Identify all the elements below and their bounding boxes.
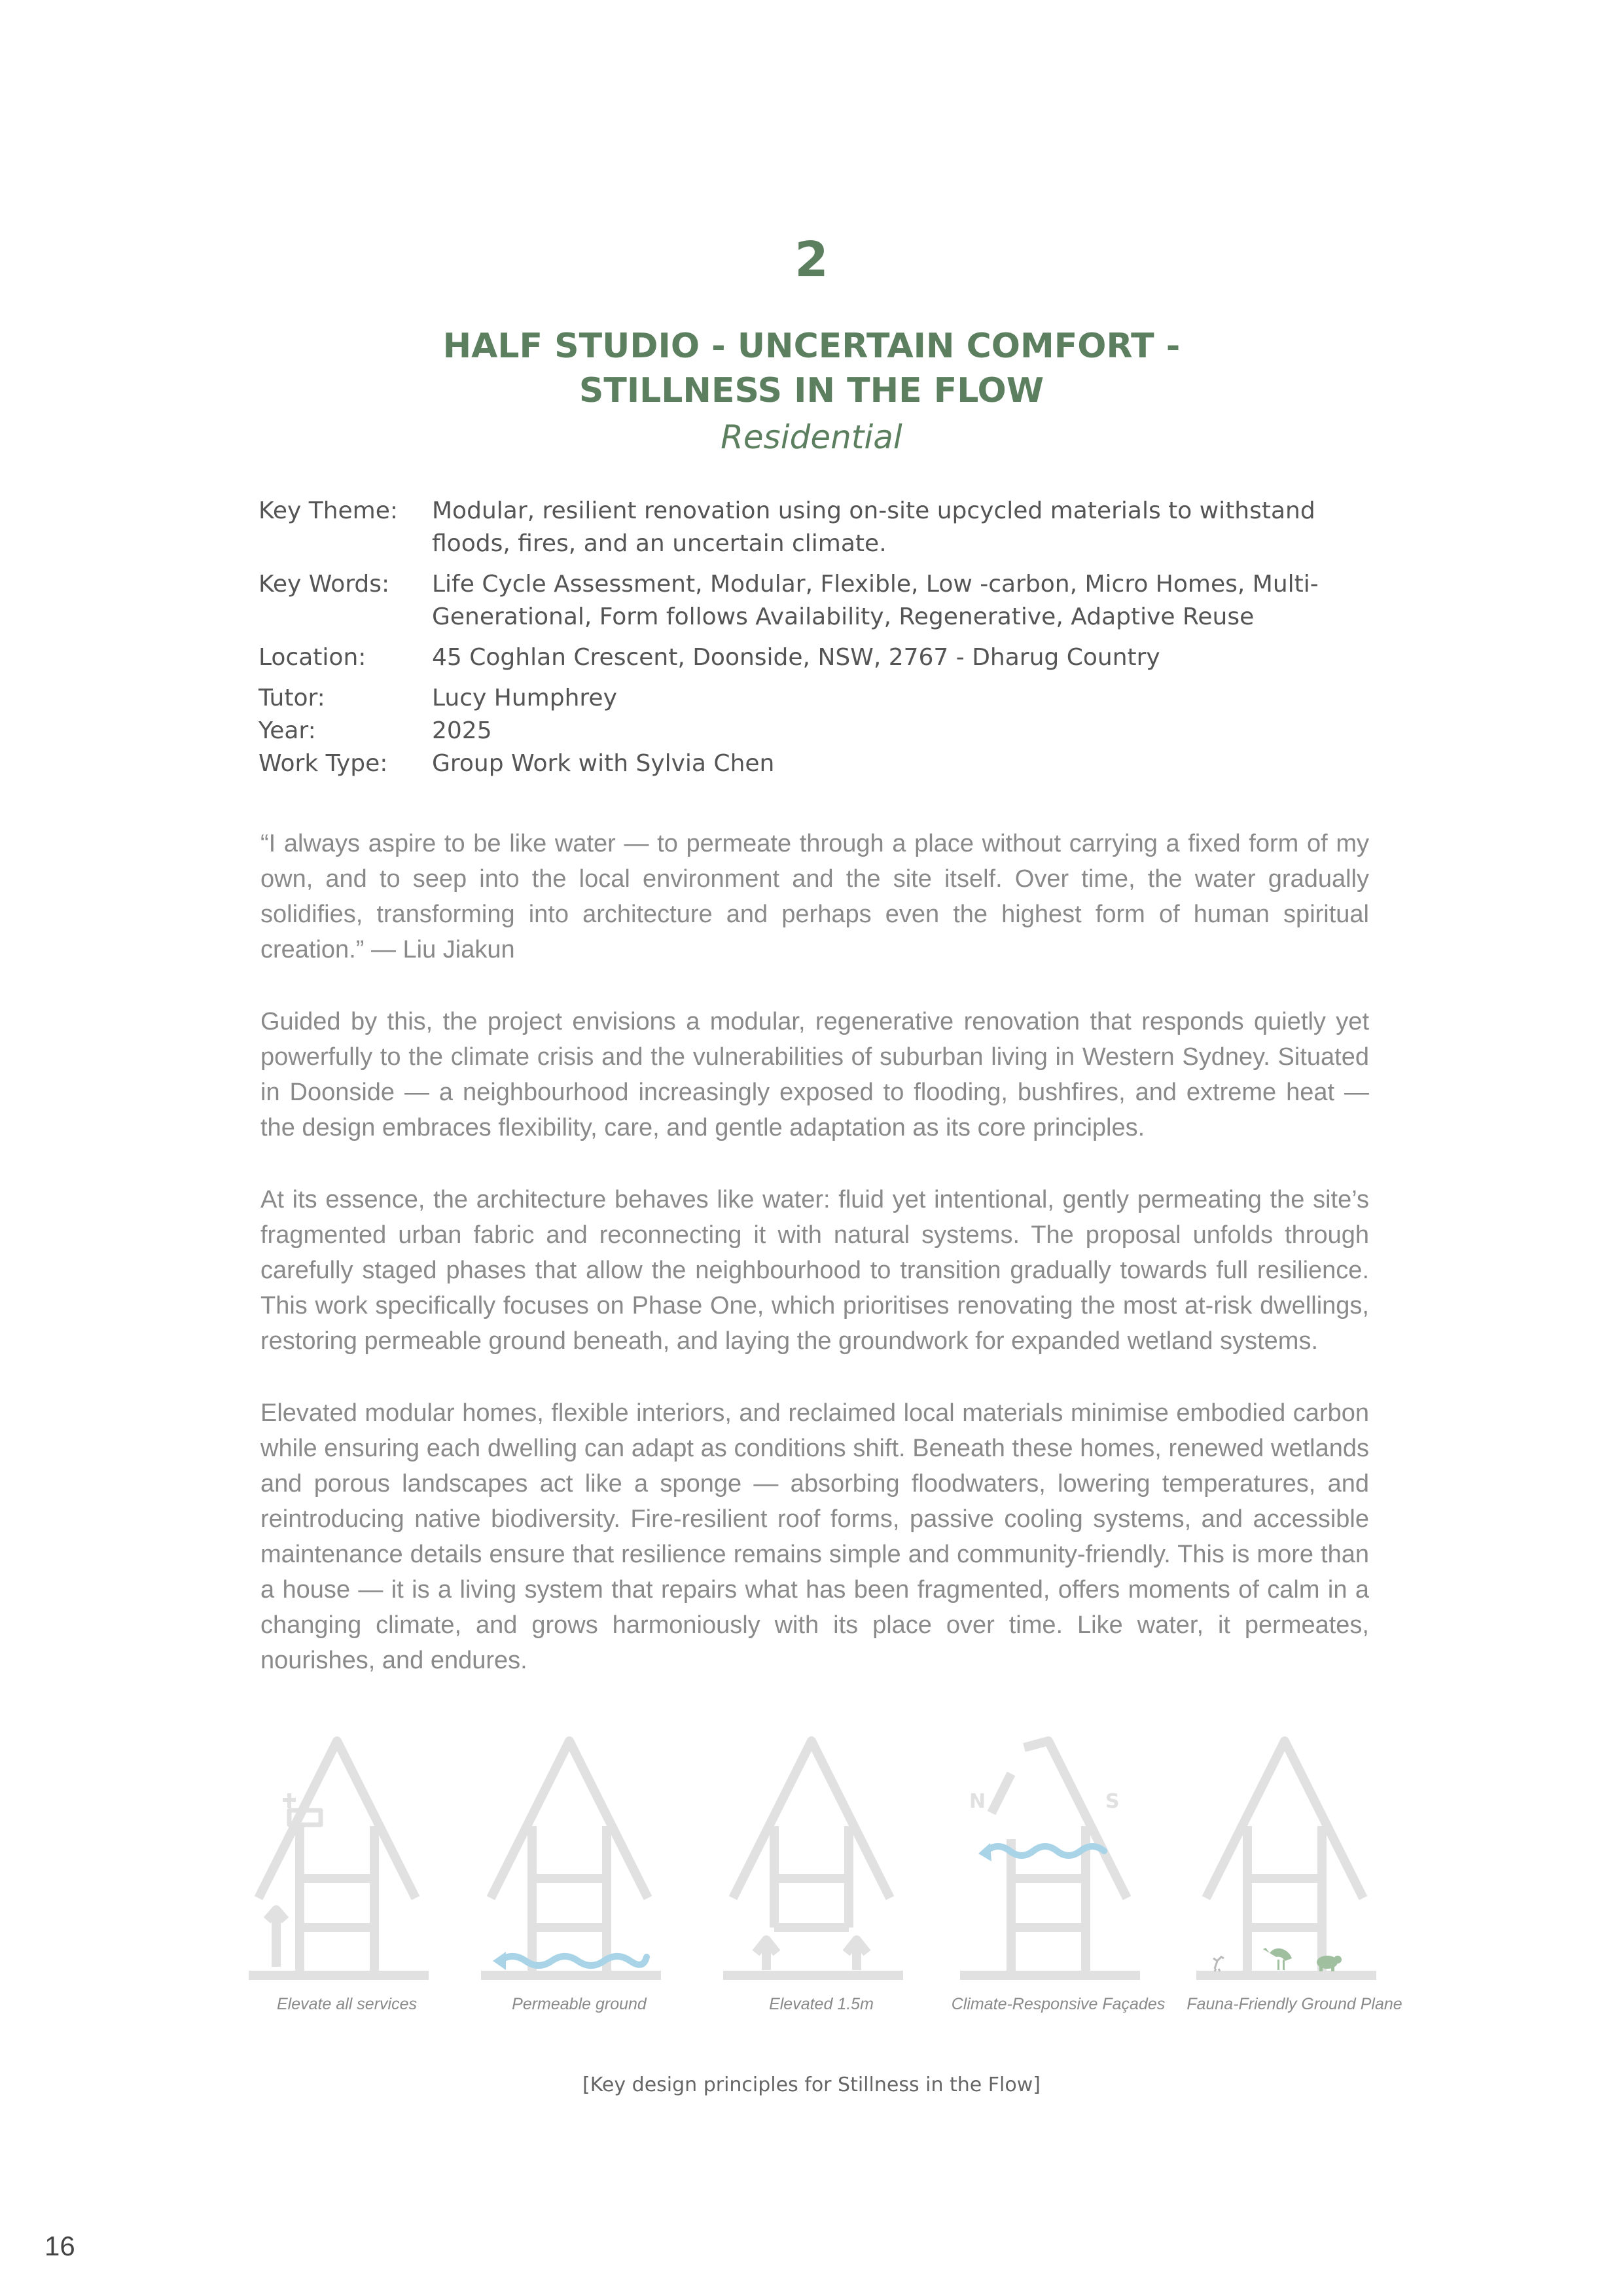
meta-label: Location: <box>259 644 366 671</box>
diagram-permeable-ground <box>481 1734 677 2013</box>
meta-value: Lucy Humphrey <box>432 685 617 711</box>
meta-key-words <box>259 568 1371 634</box>
meta-value: Group Work with Sylvia Chen <box>432 750 775 777</box>
south-label: S <box>1105 1790 1120 1813</box>
meta-label: Year: <box>259 717 316 744</box>
figure-caption: [Key design principles for Stillness in the Flow] <box>582 2073 1041 2096</box>
diagram-caption: Elevate all services <box>277 1995 417 2013</box>
diagram-elevated <box>723 1734 919 2013</box>
subtitle: Residential <box>721 418 902 456</box>
wombat-icon <box>1317 1956 1342 1971</box>
house-climate-facades-icon <box>960 1734 1156 1983</box>
design-principles-diagrams <box>249 1734 1400 2036</box>
section-number: 2 <box>794 232 829 288</box>
title-line-2: STILLNESS IN THE FLOW <box>579 371 1044 410</box>
project-metadata <box>259 495 1371 780</box>
meta-label: Key Theme: <box>259 497 399 524</box>
diagram-elevate-services <box>249 1734 445 2013</box>
meta-value: Life Cycle Assessment, Modular, Flexible, Low -carbon, Micro Homes, Multi-Generational, Form follows Availability, Regenerative, Adaptive Reuse <box>432 571 1319 630</box>
meta-label: Work Type: <box>259 750 388 777</box>
meta-location <box>259 641 1371 674</box>
meta-value: 45 Coghlan Crescent, Doonside, NSW, 2767 - Dharug Country <box>432 644 1160 671</box>
diagram-fauna-friendly <box>1186 1734 1402 2013</box>
diagram-caption: Climate-Responsive Façades <box>951 1995 1166 2013</box>
body-text <box>260 826 1369 1715</box>
meta-key-theme <box>259 495 1371 560</box>
meta-work-type <box>259 747 1371 780</box>
meta-label: Tutor: <box>259 685 325 711</box>
quote-paragraph: “I always aspire to be like water — to permeate through a place without carrying a fixed form of my own, and to seep into the local environment and the site itself. Over time, the water gradually solidifies, transforming into architecture and perhaps even the highest form of human spiritual creation.” — Liu Jiakun <box>260 830 1369 963</box>
house-elevate-services-icon <box>249 1734 445 1983</box>
bird-icon <box>1213 1957 1224 1971</box>
body-paragraph: Elevated modular homes, flexible interiors, and reclaimed local materials minimise embodied carbon while ensuring each dwelling can adapt as conditions shift. Beneath these homes, renewed wetlands and porous landscapes act like a sponge — absorbing floodwaters, lowering temperatures, and reintroducing native biodiversity. Fire-resilient roof forms, passive cooling systems, and accessible maintenance details ensure that resilience remains simple and community-friendly. This is more than a house — it is a living system that repairs what has been fragmented, offers moments of calm in a changing climate, and grows harmoniously with its place over time. Like water, it permeates, nourishes, and endures. <box>260 1399 1369 1674</box>
diagram-caption: Elevated 1.5m <box>769 1995 874 2013</box>
meta-year <box>259 715 1371 747</box>
title-line-1: HALF STUDIO - UNCERTAIN COMFORT - <box>442 327 1181 366</box>
north-label: N <box>969 1790 986 1813</box>
meta-value: 2025 <box>432 717 492 744</box>
meta-tutor <box>259 682 1371 715</box>
diagram-climate-facades <box>951 1734 1166 2013</box>
body-paragraph: At its essence, the architecture behaves like water: fluid yet intentional, gently permeating the site’s fragmented urban fabric and reconnecting it with natural systems. The proposal unfolds through carefully staged phases that allow the neighbourhood to transition gradually towards full resilience. This work specifically focuses on Phase One, which prioritises renovating the most at-risk dwellings, restoring permeable ground beneath, and laying the groundwork for expanded wetland systems. <box>260 1186 1369 1355</box>
diagram-caption: Permeable ground <box>512 1995 647 2013</box>
diagram-caption: Fauna-Friendly Ground Plane <box>1186 1995 1402 2013</box>
meta-label: Key Words: <box>259 571 390 598</box>
house-elevated-icon <box>723 1734 919 1983</box>
body-paragraph: Guided by this, the project envisions a modular, regenerative renovation that responds quietly yet powerfully to the climate crisis and the vulnerabilities of suburban living in Western Sydney. Situated in Doonside — a neighbourhood increasingly exposed to flooding, bushfires, and extreme heat — the design embraces flexibility, care, and gentle adaptation as its core principles. <box>260 1008 1369 1141</box>
heron-icon <box>1263 1948 1292 1970</box>
page-number: 16 <box>45 2231 75 2261</box>
meta-value: Modular, resilient renovation using on-site upcycled materials to withstand floods, fires, and an uncertain climate. <box>432 497 1315 557</box>
house-permeable-ground-icon <box>481 1734 677 1983</box>
house-fauna-friendly-icon <box>1196 1734 1393 1983</box>
page-title <box>0 324 1623 413</box>
